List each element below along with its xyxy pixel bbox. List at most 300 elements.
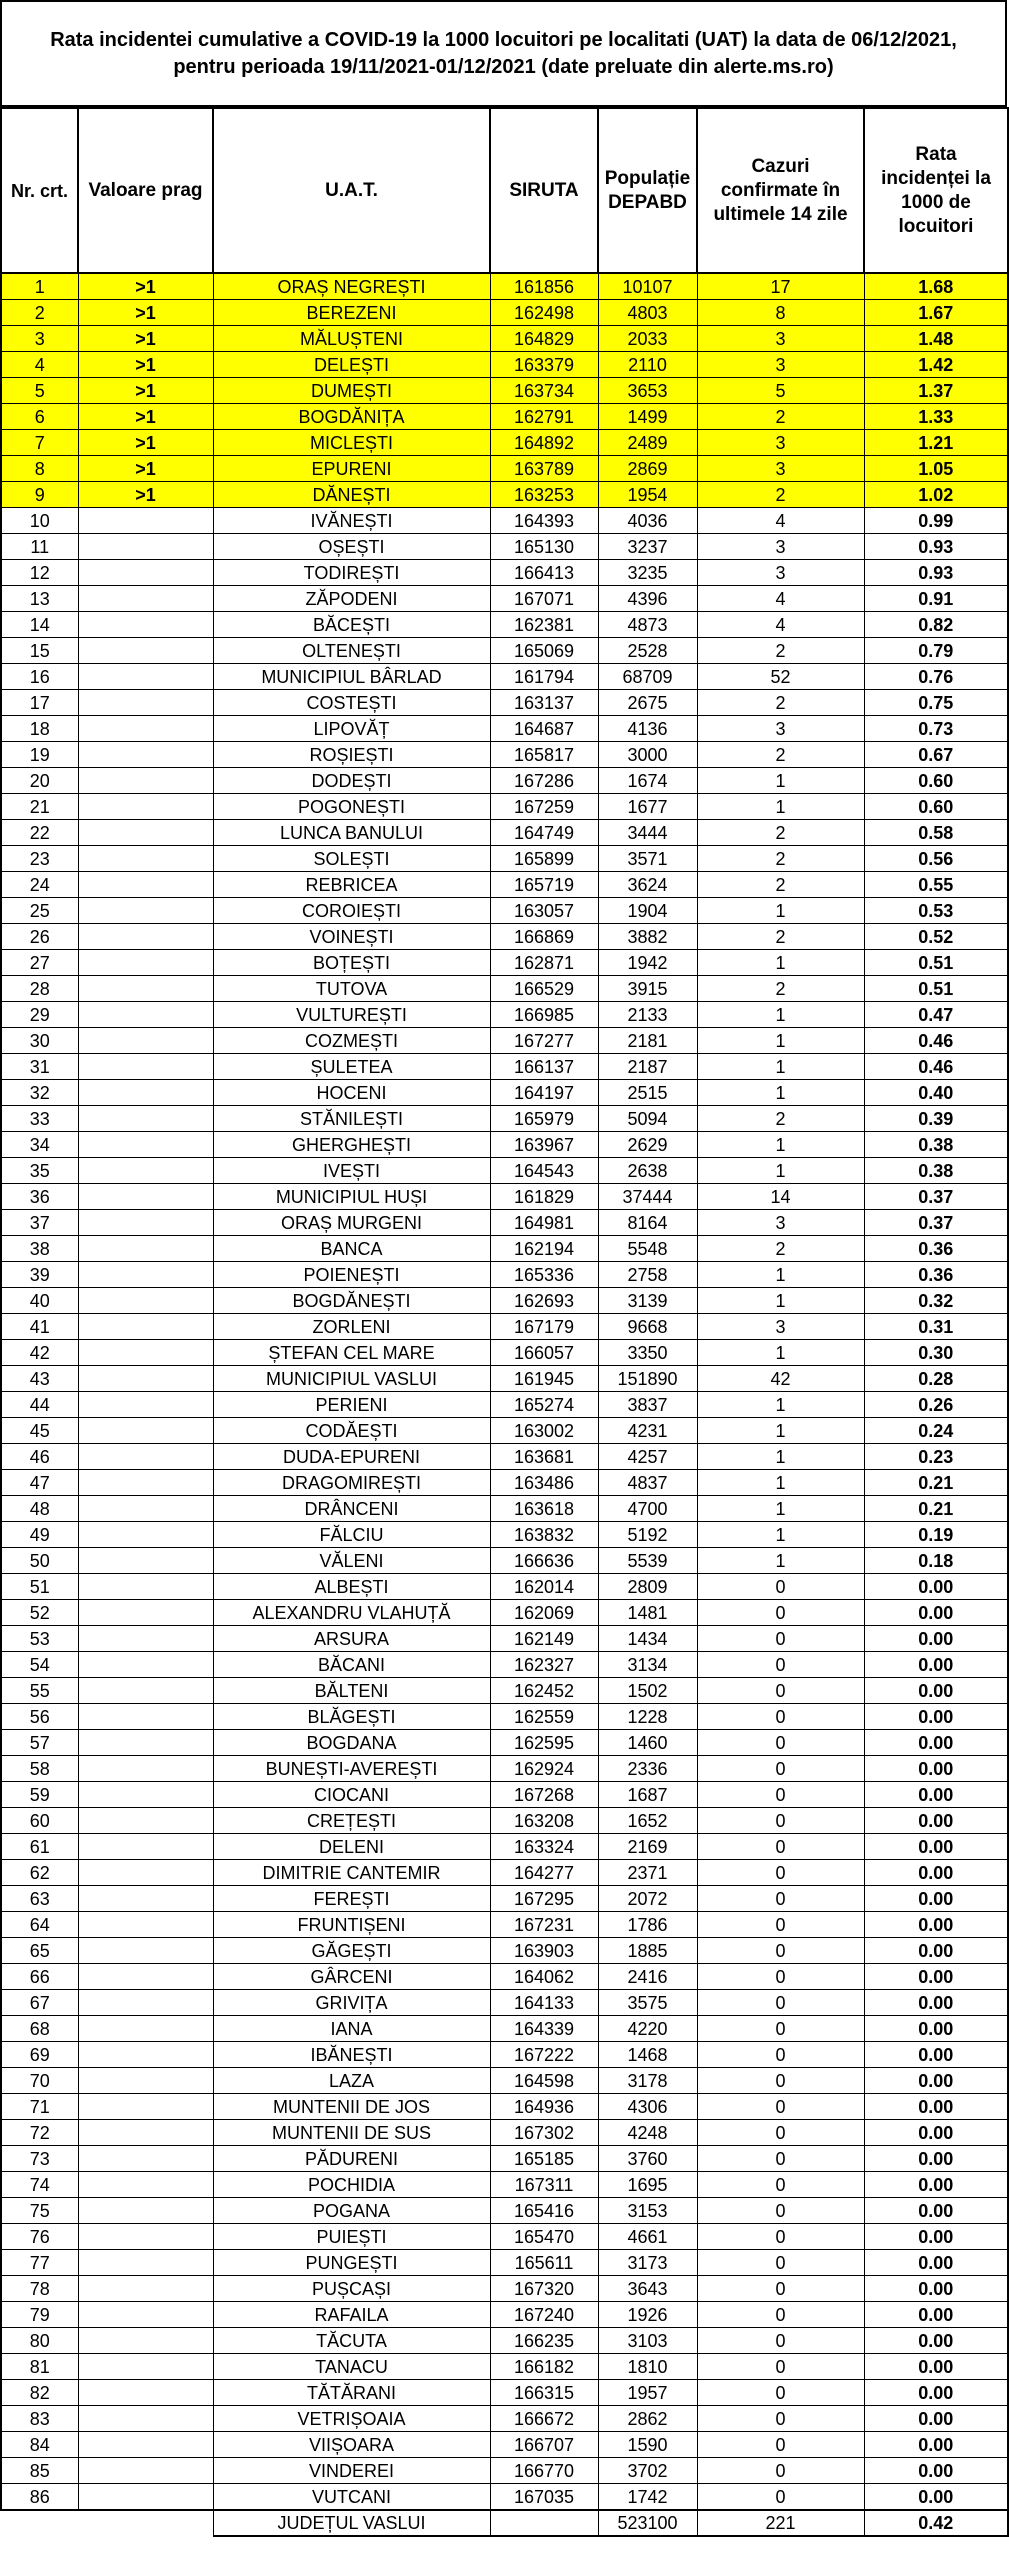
cell-uat: BLĂGEȘTI <box>213 1704 490 1730</box>
cell-cazuri: 2 <box>697 820 864 846</box>
cell-valoare-prag <box>78 534 213 560</box>
cell-cazuri: 3 <box>697 560 864 586</box>
cell-rata: 0.30 <box>864 1340 1008 1366</box>
cell-rata: 0.36 <box>864 1236 1008 1262</box>
cell-nr-crt: 60 <box>1 1808 78 1834</box>
cell-rata: 0.00 <box>864 2380 1008 2406</box>
cell-siruta: 163057 <box>490 898 598 924</box>
table-row <box>1 1288 1008 1314</box>
cell-valoare-prag <box>78 1106 213 1132</box>
cell-siruta: 167311 <box>490 2172 598 2198</box>
cell-valoare-prag: >1 <box>78 404 213 430</box>
cell-siruta: 165274 <box>490 1392 598 1418</box>
cell-cazuri: 3 <box>697 456 864 482</box>
cell-uat: ȘULETEA <box>213 1054 490 1080</box>
cell-rata: 0.60 <box>864 768 1008 794</box>
cell-siruta: 166636 <box>490 1548 598 1574</box>
cell-populatie: 3760 <box>598 2146 697 2172</box>
cell-siruta: 163967 <box>490 1132 598 1158</box>
cell-valoare-prag <box>78 2198 213 2224</box>
cell-siruta: 163789 <box>490 456 598 482</box>
cell-rata: 0.00 <box>864 1912 1008 1938</box>
table-row <box>1 1652 1008 1678</box>
cell-populatie: 5192 <box>598 1522 697 1548</box>
cell-rata: 0.51 <box>864 950 1008 976</box>
cell-cazuri: 0 <box>697 2250 864 2276</box>
cell-uat: MUNTENII DE JOS <box>213 2094 490 2120</box>
cell-valoare-prag <box>78 1548 213 1574</box>
cell-siruta: 166182 <box>490 2354 598 2380</box>
cell-siruta: 167259 <box>490 794 598 820</box>
cell-populatie: 1499 <box>598 404 697 430</box>
cell-nr-crt: 55 <box>1 1678 78 1704</box>
cell-rata: 0.00 <box>864 1626 1008 1652</box>
cell-valoare-prag <box>78 950 213 976</box>
cell-populatie: 1460 <box>598 1730 697 1756</box>
cell-populatie: 4661 <box>598 2224 697 2250</box>
cell-cazuri: 0 <box>697 2302 864 2328</box>
cell-nr-crt: 34 <box>1 1132 78 1158</box>
cell-rata: 0.00 <box>864 1860 1008 1886</box>
cell-nr-crt: 36 <box>1 1184 78 1210</box>
cell-valoare-prag <box>78 976 213 1002</box>
cell-populatie: 4220 <box>598 2016 697 2042</box>
table-row <box>1 1158 1008 1184</box>
cell-uat: MUNICIPIUL HUȘI <box>213 1184 490 1210</box>
cell-uat: PUNGEȘTI <box>213 2250 490 2276</box>
cell-nr-crt: 4 <box>1 352 78 378</box>
cell-uat: GHERGHEȘTI <box>213 1132 490 1158</box>
cell-rata: 0.46 <box>864 1054 1008 1080</box>
cell-rata: 0.00 <box>864 2120 1008 2146</box>
cell-uat: VUTCANI <box>213 2484 490 2511</box>
cell-siruta: 163253 <box>490 482 598 508</box>
cell-uat: LIPOVĂȚ <box>213 716 490 742</box>
cell-nr-crt: 24 <box>1 872 78 898</box>
cell-siruta: 162069 <box>490 1600 598 1626</box>
cell-uat: DUMEȘTI <box>213 378 490 404</box>
cell-valoare-prag <box>78 508 213 534</box>
cell-valoare-prag <box>78 1652 213 1678</box>
cell-nr-crt: 78 <box>1 2276 78 2302</box>
table-row <box>1 1730 1008 1756</box>
cell-siruta: 161794 <box>490 664 598 690</box>
cell-valoare-prag <box>78 1132 213 1158</box>
cell-cazuri: 4 <box>697 586 864 612</box>
cell-cazuri: 0 <box>697 2016 864 2042</box>
cell-populatie: 1502 <box>598 1678 697 1704</box>
cell-cazuri: 2 <box>697 404 864 430</box>
incidence-table <box>0 107 1009 2537</box>
cell-nr-crt: 35 <box>1 1158 78 1184</box>
cell-cazuri: 3 <box>697 534 864 560</box>
cell-uat: DIMITRIE CANTEMIR <box>213 1860 490 1886</box>
cell-siruta: 166413 <box>490 560 598 586</box>
cell-nr-crt: 45 <box>1 1418 78 1444</box>
cell-valoare-prag <box>78 2380 213 2406</box>
cell-siruta: 164981 <box>490 1210 598 1236</box>
cell-siruta: 164829 <box>490 326 598 352</box>
cell-rata: 0.00 <box>864 2068 1008 2094</box>
cell-siruta: 161856 <box>490 273 598 300</box>
cell-siruta: 164062 <box>490 1964 598 1990</box>
table-row <box>1 794 1008 820</box>
cell-uat: CREȚEȘTI <box>213 1808 490 1834</box>
cell-nr-crt: 30 <box>1 1028 78 1054</box>
cell-uat: SOLEȘTI <box>213 846 490 872</box>
cell-rata: 0.00 <box>864 1600 1008 1626</box>
cell-uat: PUȘCAȘI <box>213 2276 490 2302</box>
cell-nr-crt: 22 <box>1 820 78 846</box>
cell-valoare-prag <box>78 1886 213 1912</box>
cell-rata: 0.00 <box>864 2250 1008 2276</box>
cell-valoare-prag: >1 <box>78 273 213 300</box>
table-row <box>1 2042 1008 2068</box>
cell-rata: 0.00 <box>864 2016 1008 2042</box>
cell-populatie: 4257 <box>598 1444 697 1470</box>
table-row <box>1 1704 1008 1730</box>
cell-uat: TODIREȘTI <box>213 560 490 586</box>
cell-valoare-prag <box>78 1210 213 1236</box>
cell-valoare-prag <box>78 1730 213 1756</box>
cell-valoare-prag <box>78 664 213 690</box>
cell-siruta: 167231 <box>490 1912 598 1938</box>
table-row <box>1 2328 1008 2354</box>
cell-cazuri: 0 <box>697 2432 864 2458</box>
cell-uat: HOCENI <box>213 1080 490 1106</box>
cell-valoare-prag <box>78 2068 213 2094</box>
cell-uat: BĂLTENI <box>213 1678 490 1704</box>
cell-siruta: 164277 <box>490 1860 598 1886</box>
table-row <box>1 1340 1008 1366</box>
cell-siruta: 167071 <box>490 586 598 612</box>
table-row <box>1 1106 1008 1132</box>
cell-rata: 0.00 <box>864 1964 1008 1990</box>
cell-uat: MUNICIPIUL BÂRLAD <box>213 664 490 690</box>
cell-cazuri: 2 <box>697 690 864 716</box>
cell-uat: POCHIDIA <box>213 2172 490 2198</box>
cell-populatie: 1957 <box>598 2380 697 2406</box>
blank-cell <box>1 2510 78 2536</box>
cell-populatie: 1885 <box>598 1938 697 1964</box>
cell-siruta: 162924 <box>490 1756 598 1782</box>
cell-populatie: 2371 <box>598 1860 697 1886</box>
table-row <box>1 534 1008 560</box>
table-row <box>1 326 1008 352</box>
cell-cazuri: 17 <box>697 273 864 300</box>
cell-siruta: 163486 <box>490 1470 598 1496</box>
cell-populatie: 4306 <box>598 2094 697 2120</box>
cell-valoare-prag <box>78 1366 213 1392</box>
cell-cazuri: 4 <box>697 612 864 638</box>
cell-populatie: 2336 <box>598 1756 697 1782</box>
cell-populatie: 3915 <box>598 976 697 1002</box>
table-row <box>1 1600 1008 1626</box>
table-row <box>1 612 1008 638</box>
cell-populatie: 151890 <box>598 1366 697 1392</box>
cell-uat: CODĂEȘTI <box>213 1418 490 1444</box>
cell-siruta: 162194 <box>490 1236 598 1262</box>
cell-populatie: 2110 <box>598 352 697 378</box>
total-rata: 0.42 <box>864 2510 1008 2536</box>
cell-populatie: 3575 <box>598 1990 697 2016</box>
cell-rata: 0.28 <box>864 1366 1008 1392</box>
cell-rata: 0.19 <box>864 1522 1008 1548</box>
cell-siruta: 162871 <box>490 950 598 976</box>
cell-populatie: 1652 <box>598 1808 697 1834</box>
cell-valoare-prag <box>78 1808 213 1834</box>
cell-nr-crt: 42 <box>1 1340 78 1366</box>
cell-siruta: 163734 <box>490 378 598 404</box>
cell-cazuri: 0 <box>697 2068 864 2094</box>
cell-rata: 1.67 <box>864 300 1008 326</box>
table-row <box>1 1392 1008 1418</box>
cell-cazuri: 0 <box>697 2406 864 2432</box>
cell-cazuri: 1 <box>697 1028 864 1054</box>
table-row <box>1 1626 1008 1652</box>
cell-nr-crt: 23 <box>1 846 78 872</box>
cell-valoare-prag: >1 <box>78 378 213 404</box>
table-row <box>1 716 1008 742</box>
cell-uat: PERIENI <box>213 1392 490 1418</box>
cell-nr-crt: 84 <box>1 2432 78 2458</box>
table-row <box>1 2354 1008 2380</box>
cell-rata: 0.00 <box>864 1782 1008 1808</box>
cell-valoare-prag <box>78 742 213 768</box>
cell-rata: 0.00 <box>864 2042 1008 2068</box>
cell-populatie: 37444 <box>598 1184 697 1210</box>
cell-valoare-prag <box>78 1444 213 1470</box>
cell-nr-crt: 82 <box>1 2380 78 2406</box>
cell-nr-crt: 37 <box>1 1210 78 1236</box>
cell-nr-crt: 70 <box>1 2068 78 2094</box>
table-row <box>1 352 1008 378</box>
cell-uat: PUIEȘTI <box>213 2224 490 2250</box>
cell-valoare-prag: >1 <box>78 352 213 378</box>
cell-uat: STĂNILEȘTI <box>213 1106 490 1132</box>
cell-valoare-prag <box>78 1860 213 1886</box>
cell-valoare-prag <box>78 2276 213 2302</box>
cell-rata: 1.37 <box>864 378 1008 404</box>
cell-rata: 0.37 <box>864 1210 1008 1236</box>
cell-uat: COZMEȘTI <box>213 1028 490 1054</box>
cell-uat: MUNTENII DE SUS <box>213 2120 490 2146</box>
table-row <box>1 482 1008 508</box>
cell-siruta: 164133 <box>490 1990 598 2016</box>
cell-uat: BANCA <box>213 1236 490 1262</box>
cell-populatie: 1942 <box>598 950 697 976</box>
cell-nr-crt: 79 <box>1 2302 78 2328</box>
cell-nr-crt: 77 <box>1 2250 78 2276</box>
cell-siruta: 165336 <box>490 1262 598 1288</box>
cell-populatie: 3444 <box>598 820 697 846</box>
cell-rata: 0.00 <box>864 2146 1008 2172</box>
cell-nr-crt: 38 <box>1 1236 78 1262</box>
cell-siruta: 164543 <box>490 1158 598 1184</box>
cell-valoare-prag <box>78 794 213 820</box>
cell-uat: RAFAILA <box>213 2302 490 2328</box>
cell-siruta: 166707 <box>490 2432 598 2458</box>
cell-nr-crt: 69 <box>1 2042 78 2068</box>
cell-cazuri: 0 <box>697 2224 864 2250</box>
cell-cazuri: 1 <box>697 768 864 794</box>
cell-uat: BĂCANI <box>213 1652 490 1678</box>
cell-cazuri: 0 <box>697 1704 864 1730</box>
table-row <box>1 404 1008 430</box>
table-row <box>1 924 1008 950</box>
cell-uat: ALEXANDRU VLAHUȚĂ <box>213 1600 490 1626</box>
cell-rata: 0.73 <box>864 716 1008 742</box>
cell-valoare-prag <box>78 2302 213 2328</box>
cell-uat: VOINEȘTI <box>213 924 490 950</box>
cell-siruta: 163208 <box>490 1808 598 1834</box>
cell-populatie: 3000 <box>598 742 697 768</box>
cell-uat: VINDEREI <box>213 2458 490 2484</box>
table-row <box>1 508 1008 534</box>
table-row <box>1 2380 1008 2406</box>
cell-siruta: 164393 <box>490 508 598 534</box>
cell-uat: ȘTEFAN CEL MARE <box>213 1340 490 1366</box>
cell-valoare-prag <box>78 2432 213 2458</box>
cell-populatie: 2489 <box>598 430 697 456</box>
cell-rata: 0.00 <box>864 1678 1008 1704</box>
cell-populatie: 3571 <box>598 846 697 872</box>
cell-nr-crt: 9 <box>1 482 78 508</box>
table-row <box>1 1002 1008 1028</box>
cell-cazuri: 4 <box>697 508 864 534</box>
cell-rata: 0.00 <box>864 1652 1008 1678</box>
cell-populatie: 3178 <box>598 2068 697 2094</box>
cell-cazuri: 0 <box>697 2328 864 2354</box>
cell-nr-crt: 33 <box>1 1106 78 1132</box>
cell-populatie: 2515 <box>598 1080 697 1106</box>
cell-valoare-prag <box>78 586 213 612</box>
cell-rata: 1.02 <box>864 482 1008 508</box>
cell-siruta: 162381 <box>490 612 598 638</box>
cell-cazuri: 1 <box>697 794 864 820</box>
cell-rata: 0.79 <box>864 638 1008 664</box>
cell-valoare-prag <box>78 1184 213 1210</box>
cell-nr-crt: 68 <box>1 2016 78 2042</box>
cell-valoare-prag <box>78 1288 213 1314</box>
cell-populatie: 1674 <box>598 768 697 794</box>
cell-valoare-prag <box>78 2120 213 2146</box>
cell-uat: GRIVIȚA <box>213 1990 490 2016</box>
cell-uat: REBRICEA <box>213 872 490 898</box>
cell-valoare-prag <box>78 1678 213 1704</box>
table-row <box>1 430 1008 456</box>
cell-populatie: 1481 <box>598 1600 697 1626</box>
cell-siruta: 163832 <box>490 1522 598 1548</box>
total-populatie: 523100 <box>598 2510 697 2536</box>
table-row <box>1 664 1008 690</box>
cell-siruta: 165470 <box>490 2224 598 2250</box>
cell-valoare-prag <box>78 1392 213 1418</box>
cell-rata: 0.26 <box>864 1392 1008 1418</box>
cell-nr-crt: 27 <box>1 950 78 976</box>
cell-populatie: 2862 <box>598 2406 697 2432</box>
cell-nr-crt: 57 <box>1 1730 78 1756</box>
cell-nr-crt: 50 <box>1 1548 78 1574</box>
table-row <box>1 2224 1008 2250</box>
cell-cazuri: 0 <box>697 2146 864 2172</box>
cell-valoare-prag <box>78 1080 213 1106</box>
cell-rata: 0.93 <box>864 560 1008 586</box>
report-title-line-2: pentru perioada 19/11/2021-01/12/2021 (date preluate din alerte.ms.ro) <box>173 55 834 78</box>
cell-uat: BOȚEȘTI <box>213 950 490 976</box>
cell-cazuri: 0 <box>697 2120 864 2146</box>
blank-cell <box>78 2510 213 2536</box>
cell-valoare-prag <box>78 846 213 872</box>
table-row <box>1 768 1008 794</box>
cell-cazuri: 1 <box>697 1340 864 1366</box>
table-row <box>1 976 1008 1002</box>
cell-cazuri: 0 <box>697 2094 864 2120</box>
table-row <box>1 1444 1008 1470</box>
cell-uat: OLTENEȘTI <box>213 638 490 664</box>
cell-siruta: 166315 <box>490 2380 598 2406</box>
cell-populatie: 1695 <box>598 2172 697 2198</box>
cell-siruta: 166770 <box>490 2458 598 2484</box>
cell-uat: POIENEȘTI <box>213 1262 490 1288</box>
cell-populatie: 2869 <box>598 456 697 482</box>
header-rata: Rata incidenței la 1000 de locuitori <box>864 108 1008 273</box>
table-row <box>1 2484 1008 2511</box>
cell-rata: 0.23 <box>864 1444 1008 1470</box>
cell-siruta: 161945 <box>490 1366 598 1392</box>
cell-rata: 0.00 <box>864 1574 1008 1600</box>
table-row <box>1 1314 1008 1340</box>
cell-siruta: 165817 <box>490 742 598 768</box>
cell-cazuri: 1 <box>697 1054 864 1080</box>
cell-rata: 0.00 <box>864 2484 1008 2511</box>
cell-valoare-prag <box>78 768 213 794</box>
cell-populatie: 2133 <box>598 1002 697 1028</box>
cell-nr-crt: 26 <box>1 924 78 950</box>
cell-siruta: 163137 <box>490 690 598 716</box>
cell-cazuri: 0 <box>697 1730 864 1756</box>
cell-populatie: 4837 <box>598 1470 697 1496</box>
cell-nr-crt: 80 <box>1 2328 78 2354</box>
cell-uat: POGANA <box>213 2198 490 2224</box>
cell-uat: ALBEȘTI <box>213 1574 490 1600</box>
cell-cazuri: 2 <box>697 742 864 768</box>
table-row <box>1 846 1008 872</box>
cell-cazuri: 0 <box>697 1860 864 1886</box>
cell-populatie: 3882 <box>598 924 697 950</box>
cell-rata: 0.58 <box>864 820 1008 846</box>
cell-siruta: 164598 <box>490 2068 598 2094</box>
cell-rata: 0.24 <box>864 1418 1008 1444</box>
cell-nr-crt: 13 <box>1 586 78 612</box>
cell-cazuri: 0 <box>697 2276 864 2302</box>
cell-rata: 0.00 <box>864 2302 1008 2328</box>
cell-populatie: 4136 <box>598 716 697 742</box>
cell-valoare-prag <box>78 1912 213 1938</box>
cell-valoare-prag: >1 <box>78 326 213 352</box>
cell-populatie: 2187 <box>598 1054 697 1080</box>
cell-uat: LUNCA BANULUI <box>213 820 490 846</box>
cell-uat: CIOCANI <box>213 1782 490 1808</box>
cell-populatie: 2758 <box>598 1262 697 1288</box>
table-row <box>1 1028 1008 1054</box>
cell-nr-crt: 28 <box>1 976 78 1002</box>
cell-rata: 0.46 <box>864 1028 1008 1054</box>
cell-valoare-prag <box>78 716 213 742</box>
cell-valoare-prag <box>78 1522 213 1548</box>
cell-valoare-prag <box>78 1340 213 1366</box>
cell-cazuri: 1 <box>697 1262 864 1288</box>
